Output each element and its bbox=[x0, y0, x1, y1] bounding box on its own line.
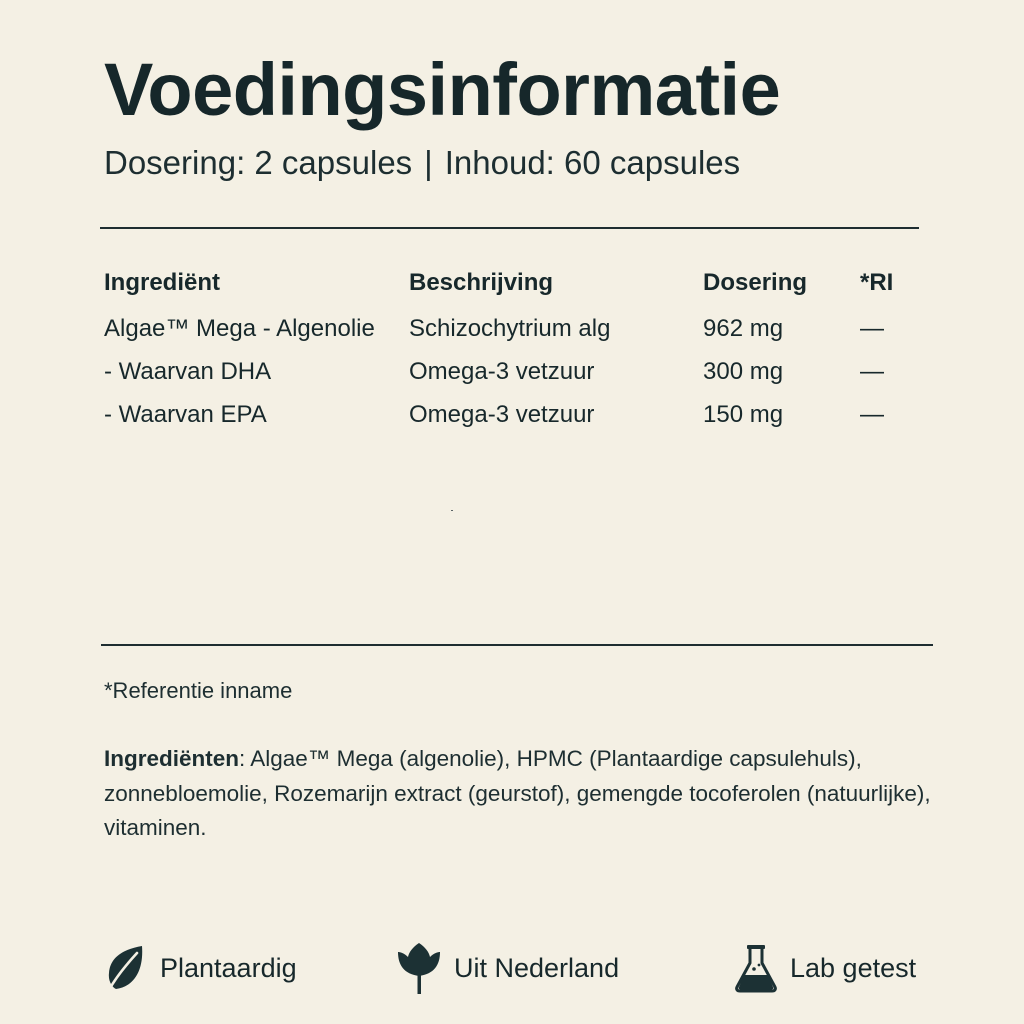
table-row bbox=[104, 314, 924, 357]
badge-lab-tested bbox=[734, 940, 916, 996]
badge-label: Uit Nederland bbox=[454, 953, 620, 983]
subtitle bbox=[104, 143, 740, 183]
dosage-cell: 300 mg bbox=[703, 358, 784, 385]
ingredient-cell: - Waarvan EPA bbox=[104, 401, 267, 428]
badge-netherlands bbox=[396, 940, 619, 996]
badge-label: Plantaardig bbox=[160, 953, 297, 983]
column-header-ri: *RI bbox=[860, 269, 894, 296]
column-header-ingredient: Ingrediënt bbox=[104, 269, 221, 296]
subtitle-separator: | bbox=[424, 144, 433, 181]
tulip-icon bbox=[396, 941, 442, 995]
column-header-description: Beschrijving bbox=[409, 269, 554, 296]
ingredient-cell: - Waarvan DHA bbox=[104, 358, 272, 385]
dosage-cell: 962 mg bbox=[703, 315, 784, 342]
page-title: Voedingsinformatie bbox=[104, 48, 781, 131]
table-row bbox=[104, 357, 924, 400]
content-text: Inhoud: 60 capsules bbox=[444, 144, 741, 181]
nutrition-table bbox=[104, 268, 924, 443]
ingredients-text: : Algae™ Mega (algenolie), HPMC (Plantaardige capsulehuls), zonnebloemolie, Rozemarijn extract (geurstof), gemengde tocoferolen (natuurlijke), vitaminen. bbox=[104, 746, 931, 840]
dosage-text: Dosering: 2 capsules bbox=[104, 144, 413, 181]
flask-icon bbox=[734, 943, 778, 993]
ingredients-label: Ingrediënten bbox=[104, 746, 240, 771]
dosage-cell: 150 mg bbox=[703, 401, 784, 428]
description-cell: Schizochytrium alg bbox=[409, 315, 611, 342]
leaf-icon bbox=[104, 943, 148, 993]
stray-dot bbox=[451, 510, 453, 511]
top-divider bbox=[100, 227, 919, 229]
ingredient-cell: Algae™ Mega - Algenolie bbox=[104, 315, 375, 342]
ri-cell: — bbox=[860, 401, 884, 428]
footnote: *Referentie inname bbox=[104, 678, 293, 703]
badge-plant-based bbox=[104, 940, 297, 996]
ri-cell: — bbox=[860, 315, 884, 342]
description-cell: Omega-3 vetzuur bbox=[409, 358, 595, 385]
badge-label: Lab getest bbox=[790, 953, 917, 983]
ingredients-paragraph bbox=[104, 742, 934, 846]
ri-cell: — bbox=[860, 358, 884, 385]
column-header-dosage: Dosering bbox=[703, 269, 808, 296]
bottom-divider bbox=[101, 644, 933, 646]
table-row bbox=[104, 400, 924, 443]
table-header bbox=[104, 268, 924, 314]
description-cell: Omega-3 vetzuur bbox=[409, 401, 595, 428]
